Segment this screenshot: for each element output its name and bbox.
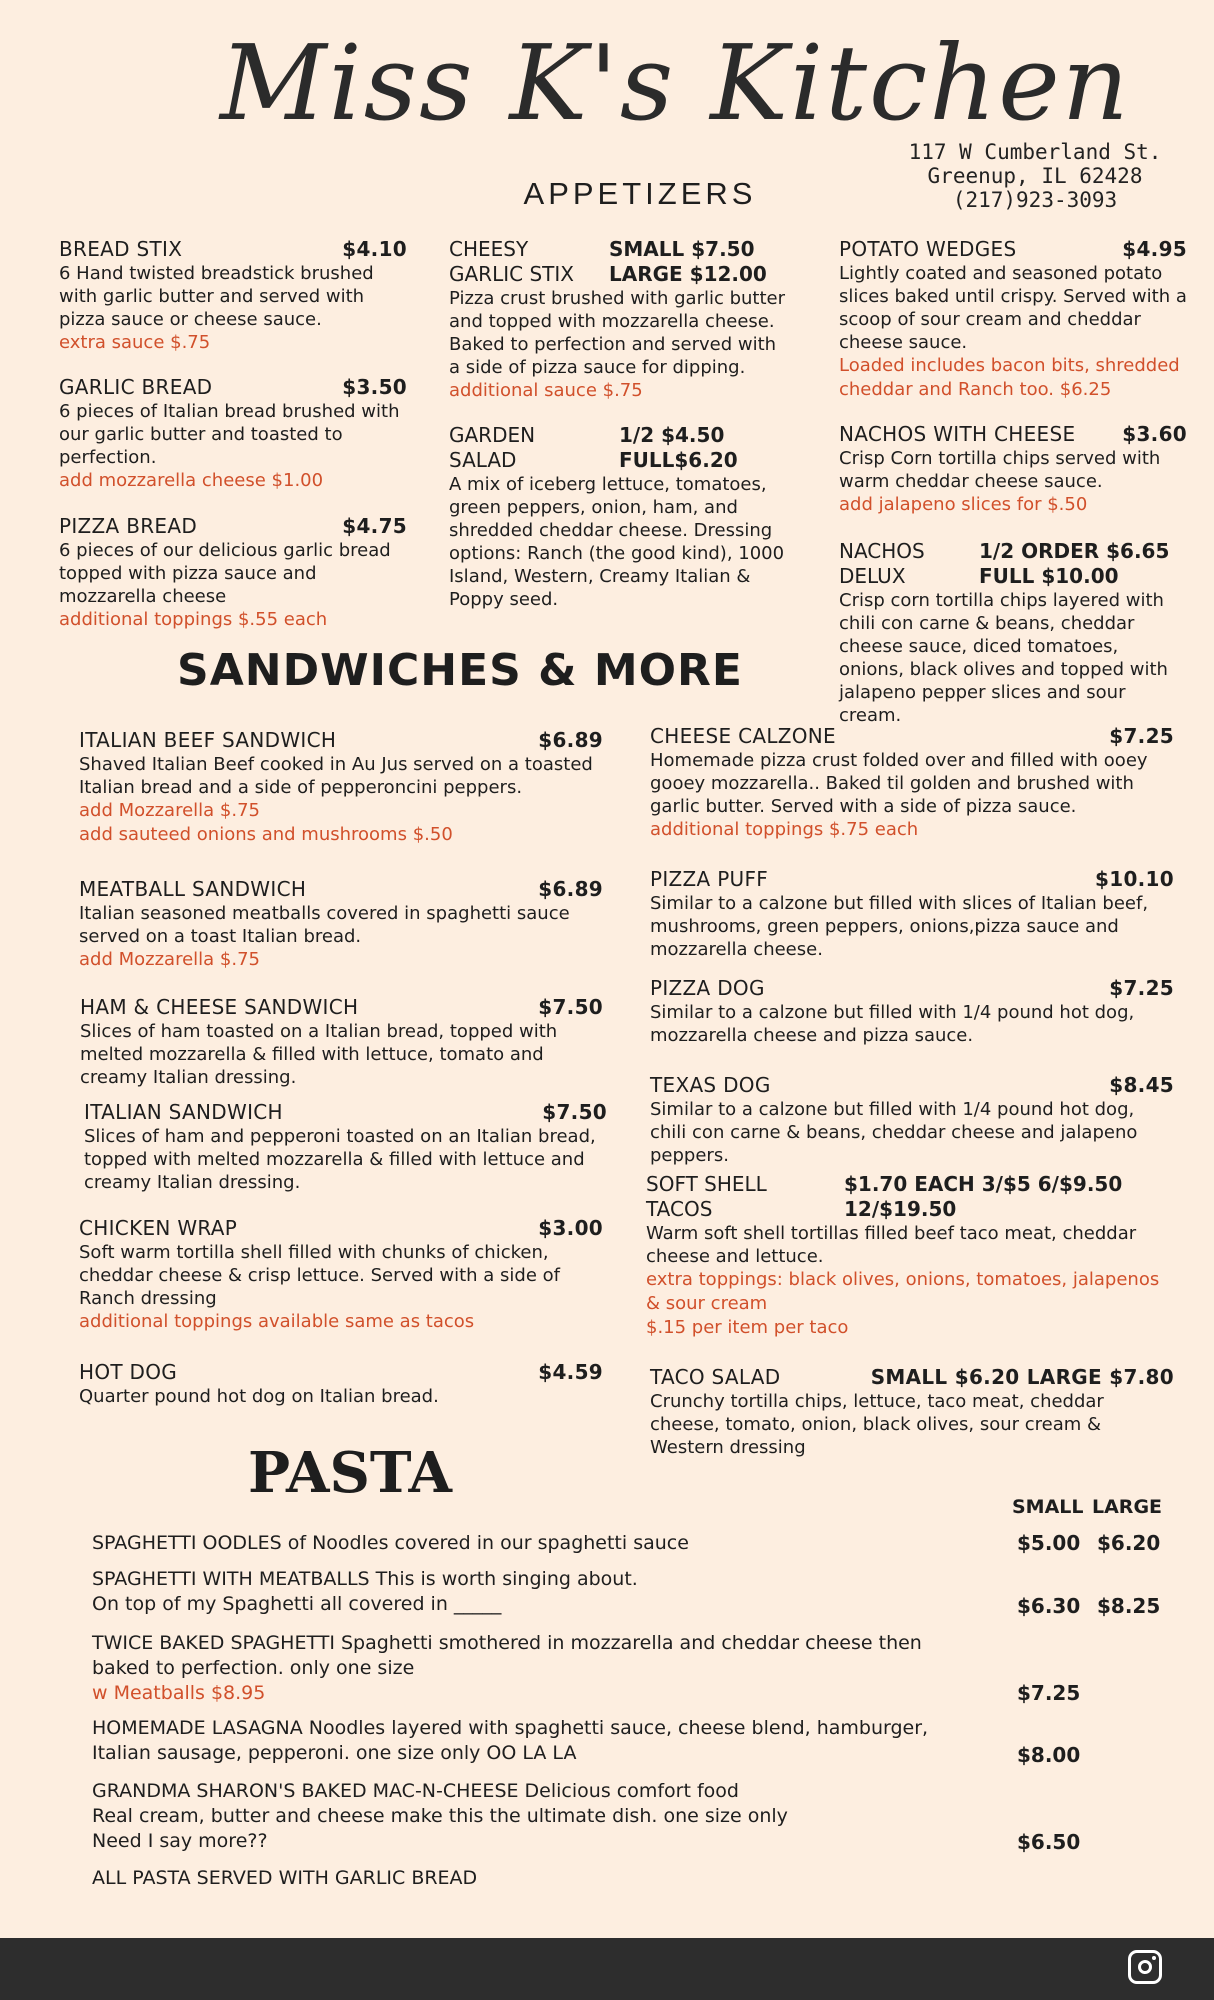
phone-number: (217)923-3093 xyxy=(952,188,1118,212)
pasta-col-small: SMALL xyxy=(1012,1496,1084,1518)
item-price: $3.60 xyxy=(1122,422,1187,446)
menu-item-pizza-dog xyxy=(650,976,1174,1047)
menu-item-chicken-wrap xyxy=(79,1216,603,1334)
item-extra: add Mozzarella $.75 xyxy=(79,949,260,970)
item-name: TACO SALAD xyxy=(650,1365,781,1389)
item-price: $6.50 xyxy=(1017,1830,1081,1854)
item-name: BREAD STIX xyxy=(59,237,183,261)
menu-item-hot-dog xyxy=(79,1360,603,1408)
menu-item-cheesy-garlic-stix xyxy=(449,237,789,403)
item-name: CHICKEN WRAP xyxy=(79,1216,238,1240)
item-extra: extra sauce $.75 xyxy=(59,332,211,353)
address-street: 117 W Cumberland St. xyxy=(908,140,1162,164)
item-name: SOFT SHELL xyxy=(646,1172,767,1196)
item-extra: Loaded includes bacon bits, shredded cheddar and Ranch too. $6.25 xyxy=(839,355,1180,400)
item-name: TEXAS DOG xyxy=(650,1073,771,1097)
item-price: $3.00 xyxy=(538,1216,603,1240)
menu-item-ham-cheese xyxy=(80,995,603,1089)
item-name: HOMEMADE LASAGNA xyxy=(92,1717,303,1739)
item-description: OODLES of Noodles covered in our spaghetti sauce xyxy=(196,1532,689,1554)
menu-item-soft-shell-tacos xyxy=(646,1172,1174,1340)
menu-item-garden-salad xyxy=(449,423,789,611)
pasta-item-mac-n-cheese xyxy=(92,1779,1132,1861)
menu-item-italian-sandwich xyxy=(84,1100,607,1194)
item-name: NACHOS WITH CHEESE xyxy=(839,422,1076,446)
item-price: 1/2 $4.50 xyxy=(619,423,725,447)
item-name: ITALIAN BEEF SANDWICH xyxy=(79,728,337,752)
item-price: LARGE $12.00 xyxy=(609,262,767,286)
item-description: Homemade pizza crust folded over and filled with ooey gooey mozzarella.. Baked til golden and brushed with garlic butter. Served with a side of pizza sauce. xyxy=(650,750,1148,817)
item-description: Similar to a calzone but filled with 1/4 pound hot dog, mozzarella cheese and pizza sauce. xyxy=(650,1002,1135,1046)
item-name: PIZZA DOG xyxy=(650,976,765,1000)
item-extra: additional sauce $.75 xyxy=(449,380,643,401)
item-name: PIZZA BREAD xyxy=(59,514,198,538)
menu-item-taco-salad xyxy=(650,1365,1174,1459)
item-description: Pizza crust brushed with garlic butter and topped with mozzarella cheese. Baked to perfection and served with a side of pizza sauce for dipping. xyxy=(449,288,786,378)
address-city: Greenup, IL 62428 xyxy=(927,164,1143,188)
footer-bar xyxy=(0,1938,1214,2000)
item-extra: $.15 per item per taco xyxy=(646,1317,849,1338)
item-description: On top of my Spaghetti all covered in _____ xyxy=(92,1593,502,1615)
item-price: $4.95 xyxy=(1122,237,1187,261)
pasta-item-twice-baked xyxy=(92,1631,1132,1711)
item-description: 6 pieces of our delicious garlic bread topped with pizza sauce and mozzarella cheese xyxy=(59,540,391,607)
item-price-large: $6.20 xyxy=(1097,1531,1161,1555)
item-price: $4.59 xyxy=(538,1360,603,1384)
item-extra: additional toppings available same as tacos xyxy=(79,1311,475,1332)
item-extra: additional toppings $.75 each xyxy=(650,819,919,840)
pasta-item-spaghetti xyxy=(92,1531,1161,1559)
item-name: PIZZA PUFF xyxy=(650,867,769,891)
item-description: Italian seasoned meatballs covered in spaghetti sauce served on a toast Italian bread. xyxy=(79,903,570,947)
item-extra: additional toppings $.55 each xyxy=(59,609,328,630)
item-description: Crisp corn tortilla chips layered with chili con carne & beans, cheddar cheese sauce, diced tomatoes, onions, black olives and topped with jalapeno pepper slices and sour cream. xyxy=(839,590,1168,726)
item-name: HOT DOG xyxy=(79,1360,178,1384)
menu-item-bread-stix xyxy=(59,237,407,355)
item-price: FULL $10.00 xyxy=(979,564,1119,588)
menu-item-nachos-cheese xyxy=(839,422,1187,517)
item-price: FULL$6.20 xyxy=(619,448,738,472)
menu-item-italian-beef xyxy=(79,728,603,847)
item-name: CHEESE CALZONE xyxy=(650,724,836,748)
item-extra: add Mozzarella $.75 xyxy=(79,800,260,821)
item-description: 6 Hand twisted breadstick brushed with garlic butter and served with pizza sauce or cheese sauce. xyxy=(59,263,374,330)
item-name: SPAGHETTI xyxy=(92,1532,197,1554)
item-description: Need I say more?? xyxy=(92,1830,268,1852)
item-price: $6.89 xyxy=(538,728,603,752)
item-description: Crisp Corn tortilla chips served with warm cheddar cheese sauce. xyxy=(839,448,1161,492)
item-price: $7.50 xyxy=(538,995,603,1019)
item-description: Similar to a calzone but filled with 1/4 pound hot dog, chili con carne & beans, cheddar cheese and jalapeno peppers. xyxy=(650,1099,1138,1166)
item-price: SMALL $7.50 xyxy=(609,237,755,261)
item-description: 6 pieces of Italian bread brushed with our garlic butter and toasted to perfection. xyxy=(59,401,400,468)
item-description: Similar to a calzone but filled with slices of Italian beef, mushrooms, green peppers, onions,pizza sauce and mozzarella cheese. xyxy=(650,893,1149,960)
appetizers-heading: APPETIZERS xyxy=(523,176,757,211)
menu-item-meatball-sandwich xyxy=(79,877,603,972)
item-description: baked to perfection. only one size xyxy=(92,1657,415,1679)
item-name: POTATO WEDGES xyxy=(839,237,1017,261)
item-description: Slices of ham toasted on a Italian bread, topped with melted mozzarella & filled with lettuce, tomato and creamy Italian dressing. xyxy=(80,1021,558,1088)
item-price-small: $6.30 xyxy=(1017,1594,1081,1618)
item-price: $10.10 xyxy=(1095,867,1174,891)
item-extra: add sauteed onions and mushrooms $.50 xyxy=(79,824,453,845)
pasta-note: ALL PASTA SERVED WITH GARLIC BREAD xyxy=(92,1867,478,1889)
item-extra: add mozzarella cheese $1.00 xyxy=(59,470,324,491)
item-description: Spaghetti smothered in mozzarella and cheddar cheese then xyxy=(334,1632,922,1654)
item-name: TWICE BAKED SPAGHETTI xyxy=(92,1632,335,1654)
item-description: Crunchy tortilla chips, lettuce, taco meat, cheddar cheese, tomato, onion, black olives, sour cream & Western dressing xyxy=(650,1391,1104,1458)
restaurant-logo-title: Miss K's Kitchen xyxy=(220,22,1131,144)
item-description: Lightly coated and seasoned potato slices baked until crispy. Served with a scoop of sour cream and cheddar cheese sauce. xyxy=(839,263,1187,353)
instagram-icon[interactable] xyxy=(1128,1950,1162,1984)
item-price: 1/2 ORDER $6.65 xyxy=(979,539,1170,563)
item-price: $6.89 xyxy=(538,877,603,901)
item-description: This is worth singing about. xyxy=(369,1568,638,1590)
item-price-large: $8.25 xyxy=(1097,1594,1161,1618)
pasta-heading: PASTA xyxy=(248,1440,452,1506)
item-name: GRANDMA SHARON'S BAKED MAC-N-CHEESE xyxy=(92,1780,519,1802)
item-price: $4.10 xyxy=(342,237,407,261)
menu-item-garlic-bread xyxy=(59,375,407,493)
item-description: A mix of iceberg lettuce, tomatoes, green peppers, onion, ham, and shredded cheddar cheese. Dressing options: Ranch (the good kind), 1000 Island, Western, Creamy Italian & Poppy seed. xyxy=(449,474,785,610)
item-description: Quarter pound hot dog on Italian bread. xyxy=(79,1386,439,1407)
item-description: Real cream, butter and cheese make this the ultimate dish. one size only xyxy=(92,1805,788,1827)
item-price: SMALL $6.20 LARGE $7.80 xyxy=(870,1365,1174,1389)
item-name: HAM & CHEESE SANDWICH xyxy=(80,995,359,1019)
item-price: $7.25 xyxy=(1109,976,1174,1000)
item-description: Shaved Italian Beef cooked in Au Jus served on a toasted Italian bread and a side of pepperoncini peppers. xyxy=(79,754,593,798)
item-description: Slices of ham and pepperoni toasted on an Italian bread, topped with melted mozzarella & filled with lettuce and creamy Italian dressing. xyxy=(84,1126,596,1193)
item-price-small: $5.00 xyxy=(1017,1531,1081,1555)
pasta-col-large: LARGE xyxy=(1092,1496,1163,1518)
item-name: DELUX xyxy=(839,564,906,588)
item-description: Delicious comfort food xyxy=(518,1780,739,1802)
address-block xyxy=(880,140,1190,212)
item-extra: w Meatballs $8.95 xyxy=(92,1682,266,1704)
sandwiches-heading: SANDWICHES & MORE xyxy=(177,645,743,696)
item-price: $7.25 xyxy=(1109,724,1174,748)
item-price: 12/$19.50 xyxy=(844,1197,957,1221)
item-name: TACOS xyxy=(646,1197,713,1221)
item-extra: extra toppings: black olives, onions, tomatoes, jalapenos & sour cream xyxy=(646,1269,1160,1314)
item-name: GARLIC STIX xyxy=(449,262,574,286)
pasta-item-lasagna xyxy=(92,1716,1132,1772)
item-price: $7.25 xyxy=(1017,1681,1081,1705)
pasta-item-spaghetti-meatballs xyxy=(92,1567,1161,1623)
menu-item-nachos-delux xyxy=(839,539,1187,727)
menu-item-potato-wedges xyxy=(839,237,1187,402)
item-name: NACHOS xyxy=(839,539,925,563)
menu-item-texas-dog xyxy=(650,1073,1174,1167)
item-name: GARLIC BREAD xyxy=(59,375,213,399)
menu-item-cheese-calzone xyxy=(650,724,1174,842)
item-name: MEATBALL SANDWICH xyxy=(79,877,307,901)
item-price: $1.70 EACH 3/$5 6/$9.50 xyxy=(844,1172,1123,1196)
menu-item-pizza-puff xyxy=(650,867,1174,961)
menu-item-pizza-bread xyxy=(59,514,407,632)
item-description: Italian sausage, pepperoni. one size only OO LA LA xyxy=(92,1742,577,1764)
item-extra: add jalapeno slices for $.50 xyxy=(839,494,1088,515)
item-price: $8.00 xyxy=(1017,1743,1081,1767)
item-price: $8.45 xyxy=(1109,1073,1174,1097)
item-description: Warm soft shell tortillas filled beef taco meat, cheddar cheese and lettuce. xyxy=(646,1223,1137,1267)
item-price: $3.50 xyxy=(342,375,407,399)
item-description: Noodles layered with spaghetti sauce, cheese blend, hamburger, xyxy=(302,1717,929,1739)
item-name: ITALIAN SANDWICH xyxy=(84,1100,283,1124)
item-price: $7.50 xyxy=(542,1100,607,1124)
item-name: GARDEN xyxy=(449,423,536,447)
item-name: SPAGHETTI WITH MEATBALLS xyxy=(92,1568,370,1590)
item-name: SALAD xyxy=(449,448,517,472)
item-name: CHEESY xyxy=(449,237,529,261)
item-price: $4.75 xyxy=(342,514,407,538)
item-description: Soft warm tortilla shell filled with chunks of chicken, cheddar cheese & crisp lettuce. Served with a side of Ranch dressing xyxy=(79,1242,560,1309)
